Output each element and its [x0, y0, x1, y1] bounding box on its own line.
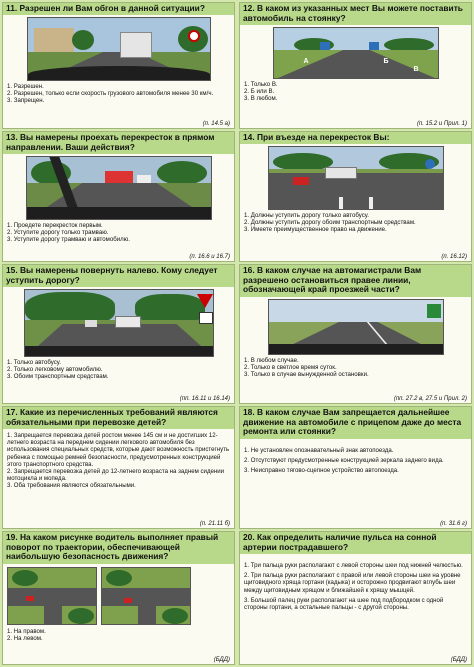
- answer-option[interactable]: 3. Неисправно тягово-сцепное устройство автопоезда.: [244, 467, 399, 475]
- question-card-19: [2, 531, 235, 665]
- answer-option[interactable]: 3. Запрещен.: [7, 97, 45, 105]
- question-text: 11. Разрешен ли Вам обгон в данной ситуации?: [3, 3, 234, 15]
- rule-reference: (БДД): [213, 657, 230, 663]
- answer-list: [240, 554, 471, 611]
- answer-list: [240, 211, 471, 234]
- answer-option[interactable]: 3. Большой палец руки располагают на шее под подбородком с одной стороны гортани, а остальные пальцы - с другой стороны.: [244, 596, 444, 612]
- scene-image: [24, 289, 214, 357]
- no-overtaking-sign-icon: [188, 30, 200, 42]
- question-text: 14. При въезде на перекресток Вы:: [240, 132, 471, 144]
- spot-label: В: [413, 66, 419, 73]
- answer-option[interactable]: 1. Запрещается перевозка детей ростом менее 145 см и не достигших 12-летнего возраста на переднем сидении легкового автомобиля без использования специальных средств, которые дают возможность пристегнуть ребенка с помощью ремней безопасности, предусмотренных конструкцией этого транспортного средства.: [7, 432, 230, 468]
- answer-option[interactable]: 2. Только легковому автомобилю.: [7, 366, 103, 374]
- question-card-18: [239, 406, 472, 529]
- priority-road-sign-icon: [425, 159, 435, 169]
- question-text: 13. Вы намерены проехать перекресток в прямом направлении. Ваши действия?: [3, 132, 234, 154]
- answer-option[interactable]: 3. Только в случае вынужденной остановки.: [244, 371, 369, 379]
- question-text: 12. В каком из указанных мест Вы можете поставить автомобиль на стоянку?: [240, 3, 471, 25]
- answer-option[interactable]: 3. Обоим транспортным средствам.: [7, 373, 109, 381]
- rule-reference: (п. 16.12): [441, 254, 467, 260]
- answer-list: [3, 82, 234, 105]
- answer-option[interactable]: 2. Разрешен, только если скорость грузового автомобиля менее 30 км/ч.: [7, 90, 214, 98]
- question-card-20: [239, 531, 472, 665]
- answer-list: [3, 429, 234, 490]
- question-text: 15. Вы намерены повернуть налево. Кому следует уступить дорогу?: [3, 265, 234, 287]
- rule-reference: (пп. 16.11 и 16.14): [179, 396, 230, 402]
- answer-list: [240, 439, 471, 475]
- motorway-sign-icon: [427, 304, 441, 318]
- question-text: 16. В каком случае на автомагистрали Вам разрешено остановиться правее линии, обозначающей край проезжей части?: [240, 265, 471, 297]
- scene-image: [268, 299, 444, 355]
- question-text: 20. Как определить наличие пульса на сонной артерии пострадавшего?: [240, 532, 471, 554]
- question-card-14: [239, 131, 472, 262]
- spot-label: А: [303, 58, 309, 65]
- question-card-11: [2, 2, 235, 129]
- spot-label: Б: [383, 58, 389, 65]
- answer-option[interactable]: 2. Б или В.: [244, 88, 275, 96]
- answer-option[interactable]: 1. Не установлен опознавательный знак автопоезда.: [244, 447, 394, 454]
- answer-option[interactable]: 2. На левом.: [7, 635, 43, 643]
- give-way-sign-icon: [197, 294, 213, 308]
- question-card-13: [2, 131, 235, 262]
- rule-reference: (пп. 27.2 в, 27.5 и Прил. 2): [393, 396, 467, 402]
- answer-option[interactable]: 3. В любом.: [244, 95, 278, 103]
- question-card-15: [2, 264, 235, 404]
- rule-reference: (п. 16.6 и 16.7): [189, 254, 230, 260]
- answer-list: [3, 625, 234, 642]
- left-turn-scene-image[interactable]: [7, 567, 97, 625]
- scene-image: [268, 146, 444, 210]
- answer-list: [3, 358, 234, 381]
- scene-image: [26, 156, 212, 220]
- answer-option[interactable]: 1. Проедете перекресток первым.: [7, 222, 103, 229]
- question-text: 18. В каком случае Вам запрещается дальнейшее движение на автомобиле с прицепом даже до места ремонта или стоянки?: [240, 407, 471, 439]
- answer-option[interactable]: 1. Только автобусу.: [7, 359, 61, 366]
- answer-option[interactable]: 2. Отсутствуют предусмотренные конструкцией зеркала заднего вида.: [244, 457, 444, 465]
- answer-option[interactable]: 1. На правом.: [7, 628, 46, 635]
- answer-option[interactable]: 1. Только В.: [244, 81, 278, 88]
- rule-reference: (п. 14.5 а): [202, 121, 230, 127]
- rule-reference: (п. 15.2 и Прил. 1): [416, 121, 467, 127]
- answer-option[interactable]: 2. Уступите дорогу только трамваю.: [7, 229, 109, 237]
- scene-pair: [3, 564, 234, 625]
- answer-option[interactable]: 2. Три пальца руки располагают с правой или левой стороны шеи на уровне щитовидного хряща гортани (кадыка) и осторожно продвигают вглубь шеи между щитовидным хрящом и ближайшей к хрящу мышцей.: [244, 572, 461, 594]
- right-turn-scene-image[interactable]: [101, 567, 191, 625]
- answer-option[interactable]: 1. Три пальца руки располагают с левой стороны шеи под нижней челюстью.: [244, 562, 463, 569]
- answer-option[interactable]: 1. Разрешен.: [7, 83, 44, 90]
- question-card-16: [239, 264, 472, 404]
- question-card-17: [2, 406, 235, 529]
- scene-image: [273, 27, 439, 79]
- answer-option[interactable]: 2. Запрещается перевозка детей до 12-летнего возраста на заднем сидении мотоцикла и мопеда.: [7, 468, 225, 483]
- answer-list: [240, 80, 471, 103]
- question-text: 17. Какие из перечисленных требований являются обязательными при перевозке детей?: [3, 407, 234, 429]
- rule-reference: (БДД): [450, 657, 467, 663]
- question-card-12: [239, 2, 472, 129]
- answer-option[interactable]: 3. Имеете преимущественное право на движение.: [244, 226, 387, 234]
- question-text: 19. На каком рисунке водитель выполняет правый поворот по траектории, обеспечивающей наибольшую безопасность движения?: [3, 532, 234, 564]
- answer-option[interactable]: 2. Только в светлое время суток.: [244, 364, 337, 372]
- rule-reference: (п. 31.6 г): [440, 521, 467, 527]
- answer-option[interactable]: 1. В любом случае.: [244, 357, 299, 364]
- answer-option[interactable]: 2. Должны уступить дорогу обоим транспортным средствам.: [244, 219, 416, 227]
- answer-list: [240, 356, 471, 379]
- rule-reference: (п. 21.11 б): [199, 521, 230, 527]
- answer-option[interactable]: 3. Уступите дорогу трамваю и автомобилю.: [7, 236, 130, 244]
- answer-list: [3, 221, 234, 244]
- scene-image: [27, 17, 211, 81]
- answer-option[interactable]: 1. Должны уступить дорогу только автобусу.: [244, 212, 369, 219]
- answer-option[interactable]: 3. Оба требования являются обязательными.: [7, 482, 136, 490]
